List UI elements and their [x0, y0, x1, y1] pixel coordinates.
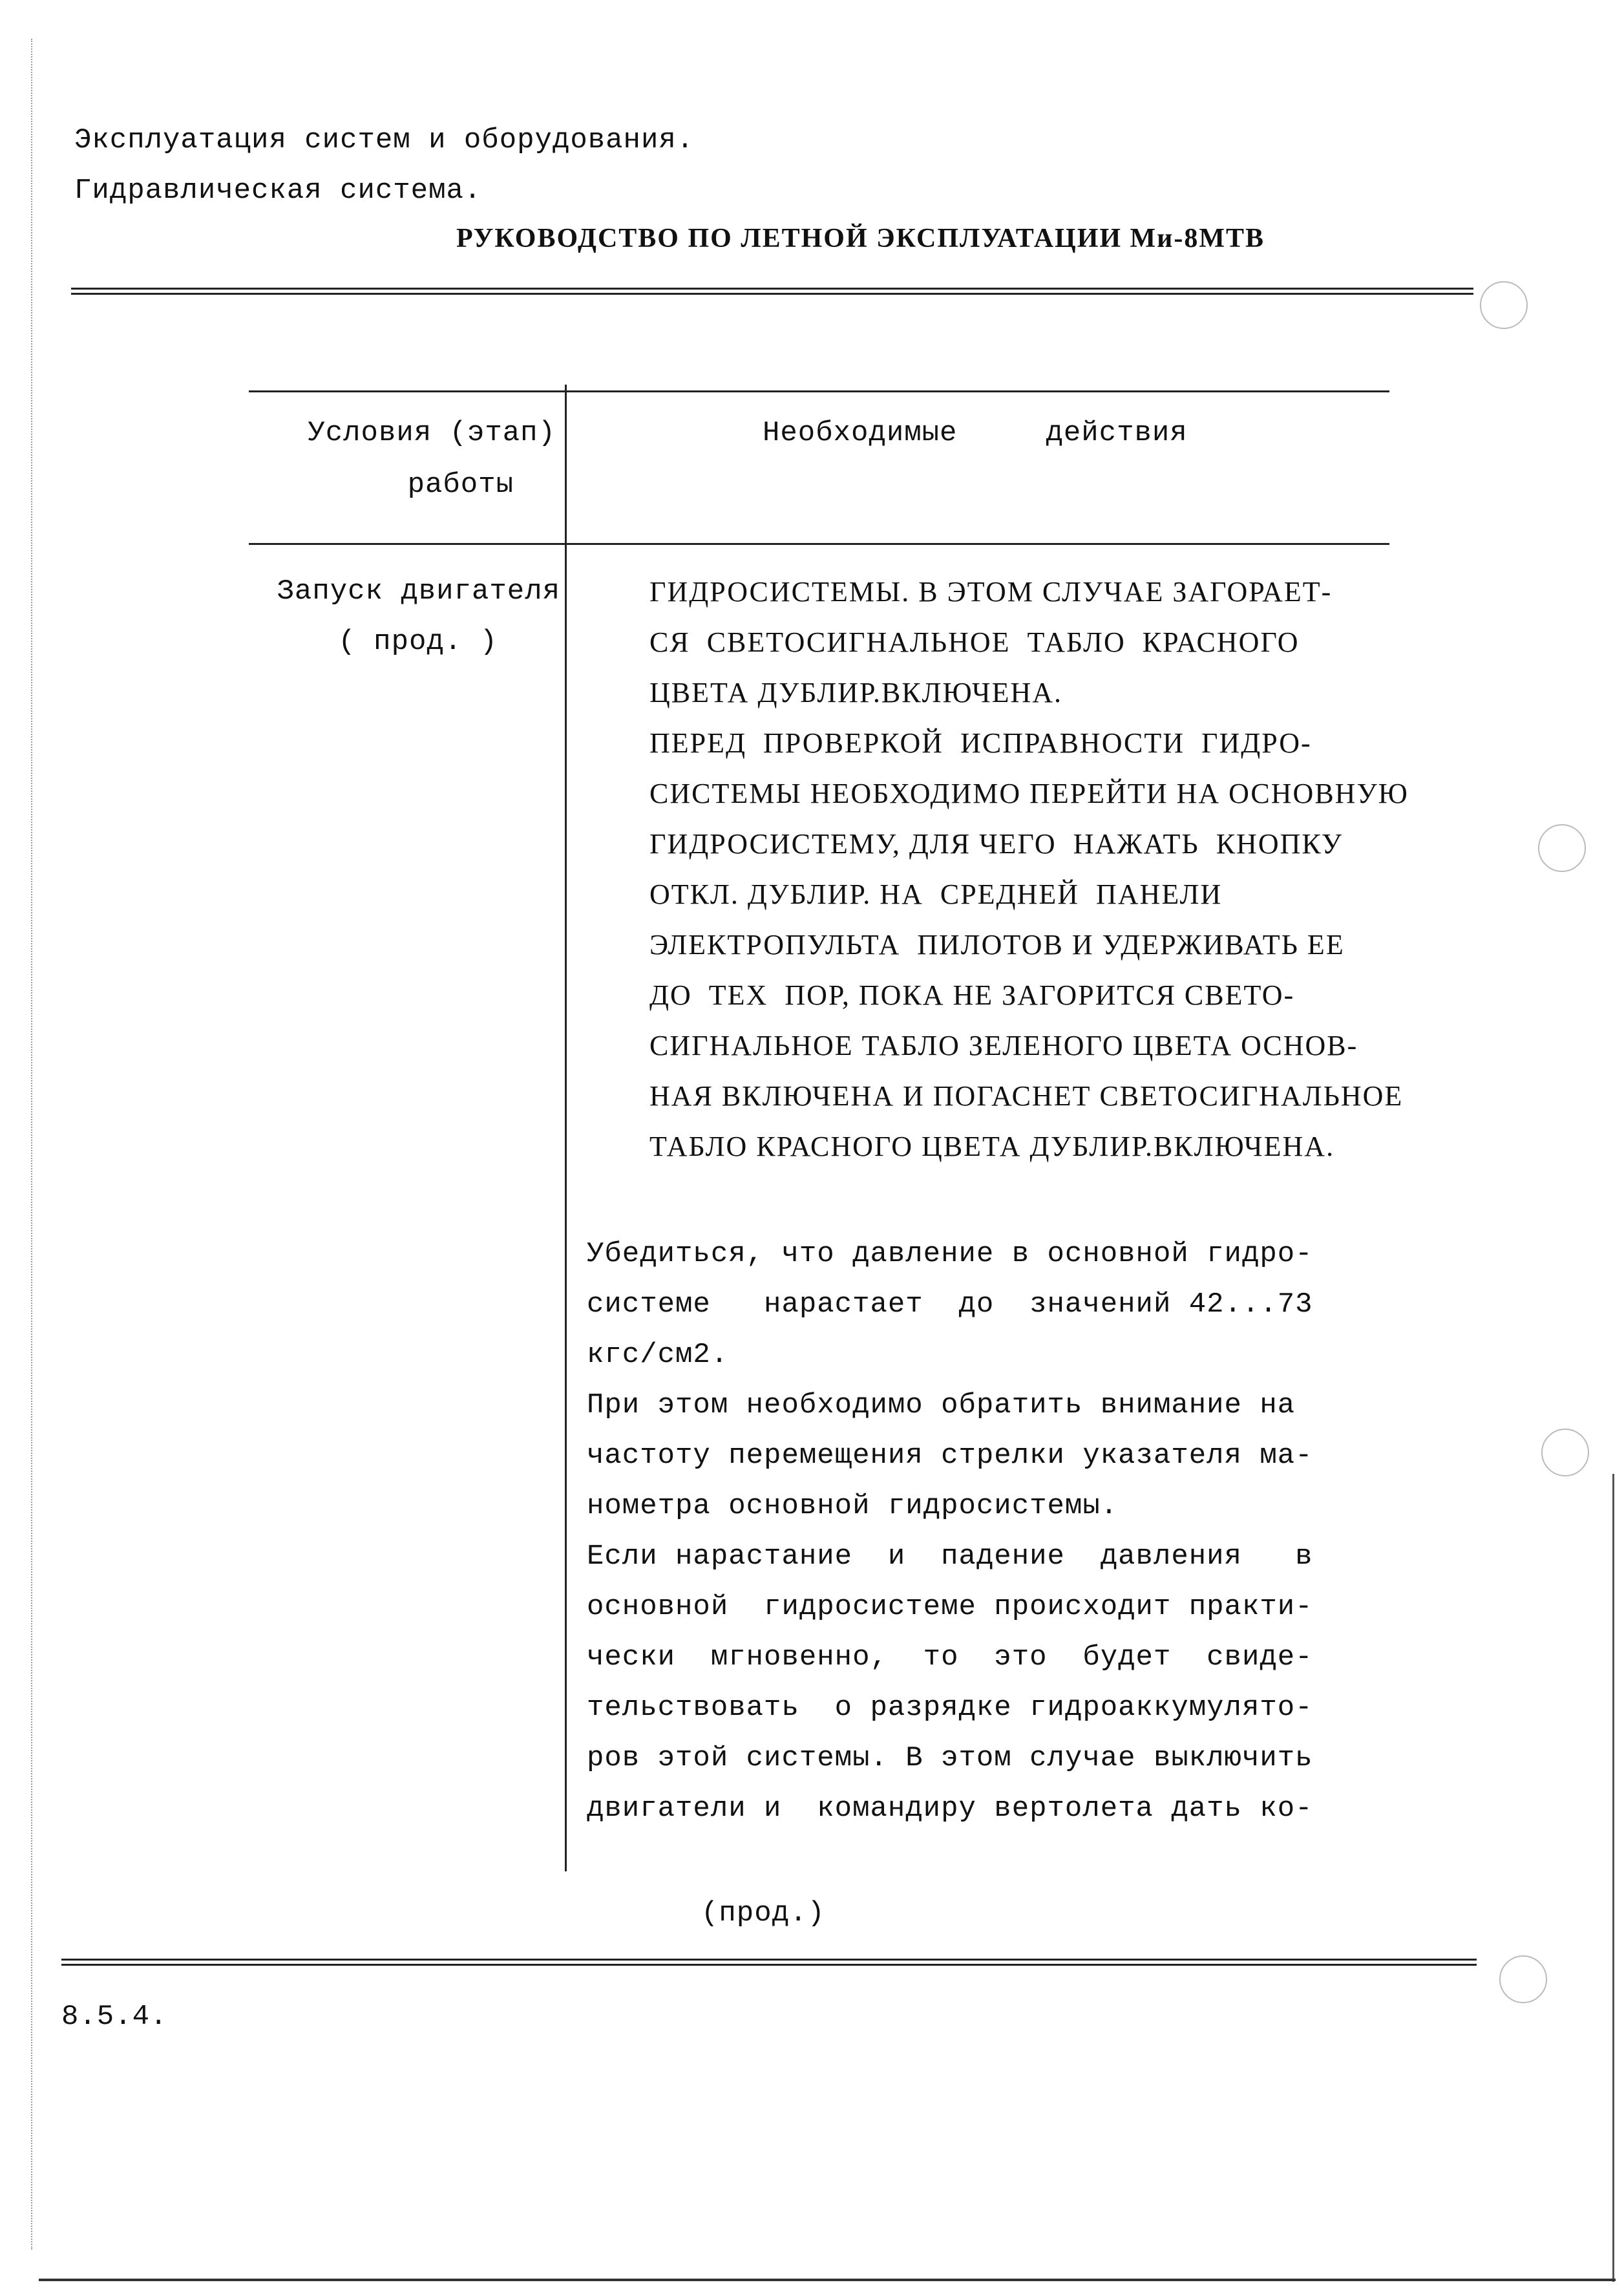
manual-title: РУКОВОДСТВО ПО ЛЕТНОЙ ЭКСПЛУАТАЦИИ Ми-8МТВ: [456, 224, 1265, 253]
text-line: ОТКЛ. ДУБЛИР. НА СРЕДНЕЙ ПАНЕЛИ: [649, 878, 1223, 910]
header-rule: [71, 288, 1473, 295]
punch-hole: [1538, 824, 1586, 872]
footer-rule: [61, 1959, 1477, 1966]
text-line: ТАБЛО КРАСНОГО ЦВЕТА ДУБЛИР.ВКЛЮЧЕНА.: [649, 1131, 1335, 1162]
text-line: тельствовать о разрядке гидроаккумулято-: [587, 1692, 1313, 1724]
punch-hole: [1541, 1429, 1589, 1476]
punch-hole: [1480, 281, 1528, 329]
text-line: системе нарастает до значений 42...73: [587, 1288, 1313, 1321]
text-line: ЦВЕТА ДУБЛИР.ВКЛЮЧЕНА.: [649, 677, 1063, 708]
page-edge: [39, 2279, 1616, 2281]
text-line: ДО ТЕХ ПОР, ПОКА НЕ ЗАГОРИТСЯ СВЕТО-: [649, 979, 1295, 1011]
section-heading: Эксплуатация систем и оборудования.: [74, 124, 695, 156]
page-number: 8.5.4.: [61, 2001, 168, 2033]
text-line: ПЕРЕД ПРОВЕРКОЙ ИСПРАВНОСТИ ГИДРО-: [649, 727, 1312, 759]
text-line: ров этой системы. В этом случае выключить: [587, 1742, 1313, 1774]
page-edge: [1612, 1474, 1614, 2282]
table-top-rule: [249, 390, 1389, 392]
text-line: нометра основной гидросистемы.: [587, 1490, 1119, 1522]
punch-hole: [1499, 1955, 1547, 2003]
text-line: Убедиться, что давление в основной гидро-: [587, 1238, 1313, 1270]
text-line: чески мгновенно, то это будет свиде-: [587, 1641, 1313, 1674]
page-edge: [31, 39, 32, 2250]
text-line: При этом необходимо обратить внимание на: [587, 1389, 1296, 1421]
text-line: основной гидросистеме происходит практи-: [587, 1591, 1313, 1623]
text-line: частоту перемещения стрелки указателя ма-: [587, 1440, 1313, 1472]
subsection-heading: Гидравлическая система.: [74, 175, 482, 207]
text-line: НАЯ ВКЛЮЧЕНА И ПОГАСНЕТ СВЕТОСИГНАЛЬНОЕ: [649, 1080, 1404, 1112]
column-divider: [565, 385, 567, 1871]
text-line: СИГНАЛЬНОЕ ТАБЛО ЗЕЛЕНОГО ЦВЕТА ОСНОВ-: [649, 1030, 1358, 1061]
text-line: СЯ СВЕТОСИГНАЛЬНОЕ ТАБЛО КРАСНОГО: [649, 626, 1300, 658]
text-line: Если нарастание и падение давления в: [587, 1540, 1313, 1573]
text-line: кгс/см2.: [587, 1339, 729, 1371]
text-line: СИСТЕМЫ НЕОБХОДИМО ПЕРЕЙТИ НА ОСНОВНУЮ: [649, 778, 1409, 809]
col-header-conditions: работы: [407, 469, 514, 501]
col-header-conditions: Условия (этап): [308, 417, 556, 449]
table-header-rule: [249, 543, 1389, 545]
col-header-actions: Необходимые действия: [763, 417, 1188, 449]
text-line: ЭЛЕКТРОПУЛЬТА ПИЛОТОВ И УДЕРЖИВАТЬ ЕЕ: [649, 929, 1345, 961]
condition-label: Запуск двигателя: [277, 575, 560, 608]
continued-label: (прод.): [701, 1897, 825, 1930]
condition-label: ( прод. ): [338, 626, 498, 658]
text-line: ГИДРОСИСТЕМУ, ДЛЯ ЧЕГО НАЖАТЬ КНОПКУ: [649, 828, 1343, 860]
text-line: двигатели и командиру вертолета дать ко-: [587, 1792, 1313, 1825]
text-line: ГИДРОСИСТЕМЫ. В ЭТОМ СЛУЧАЕ ЗАГОРАЕТ-: [649, 576, 1333, 608]
